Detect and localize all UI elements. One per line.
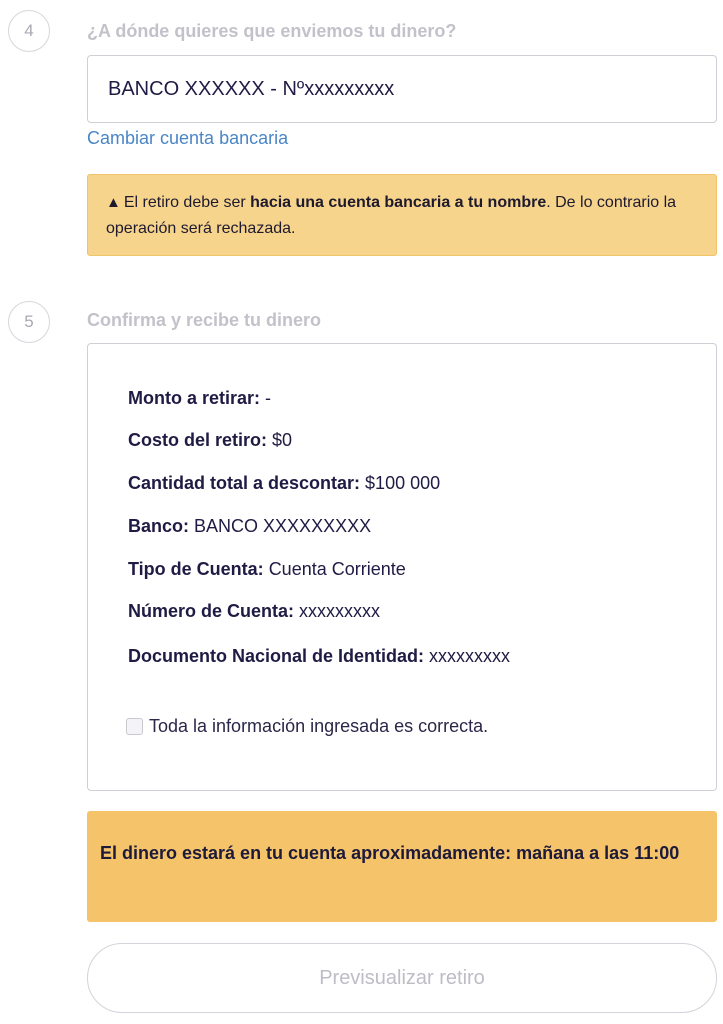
confirm-label: Toda la información ingresada es correcta.	[149, 716, 489, 736]
summary-row-bank: Banco: BANCO XXXXXXXXX	[128, 516, 372, 536]
preview-withdrawal-button[interactable]: Previsualizar retiro	[87, 943, 717, 1013]
eta-text: El dinero estará en tu cuenta aproximadamente: mañana a las 11:00	[100, 843, 680, 863]
summary-row-amount: Monto a retirar: -	[128, 388, 272, 408]
bank-account-select[interactable]	[87, 55, 717, 123]
step-4-number: 4	[24, 21, 34, 40]
warning-triangle-icon: ▲	[106, 194, 121, 211]
confirm-info-row[interactable]	[126, 716, 488, 737]
warning-prefix: El retiro debe ser	[123, 194, 251, 211]
step-4-indicator	[8, 10, 50, 52]
warning-alert	[87, 174, 717, 256]
warning-bold-text: hacia una cuenta bancaria a tu nombre	[250, 194, 547, 211]
summary-row-account-type: Tipo de Cuenta: Cuenta Corriente	[128, 559, 406, 579]
eta-notice	[87, 811, 717, 922]
step-5-title: Confirma y recibe tu dinero	[87, 310, 322, 330]
summary-row-cost: Costo del retiro: $0	[128, 430, 293, 450]
step-5-number: 5	[24, 312, 34, 331]
bank-account-value: BANCO XXXXXX - Nºxxxxxxxxx	[108, 77, 395, 100]
confirm-checkbox[interactable]	[126, 718, 143, 735]
withdrawal-summary	[87, 343, 717, 791]
step-4-title: ¿A dónde quieres que enviemos tu dinero?	[87, 21, 457, 41]
warning-suffix: . De lo contrario la operación será rechazada.	[106, 194, 677, 237]
change-bank-account-link[interactable]: Cambiar cuenta bancaria	[87, 128, 289, 148]
summary-row-account-number: Número de Cuenta: xxxxxxxxx	[128, 601, 381, 621]
step-5-indicator	[8, 301, 50, 343]
summary-row-national-id: Documento Nacional de Identidad: xxxxxxxxx	[128, 646, 511, 666]
summary-row-total: Cantidad total a descontar: $100 000	[128, 473, 441, 493]
